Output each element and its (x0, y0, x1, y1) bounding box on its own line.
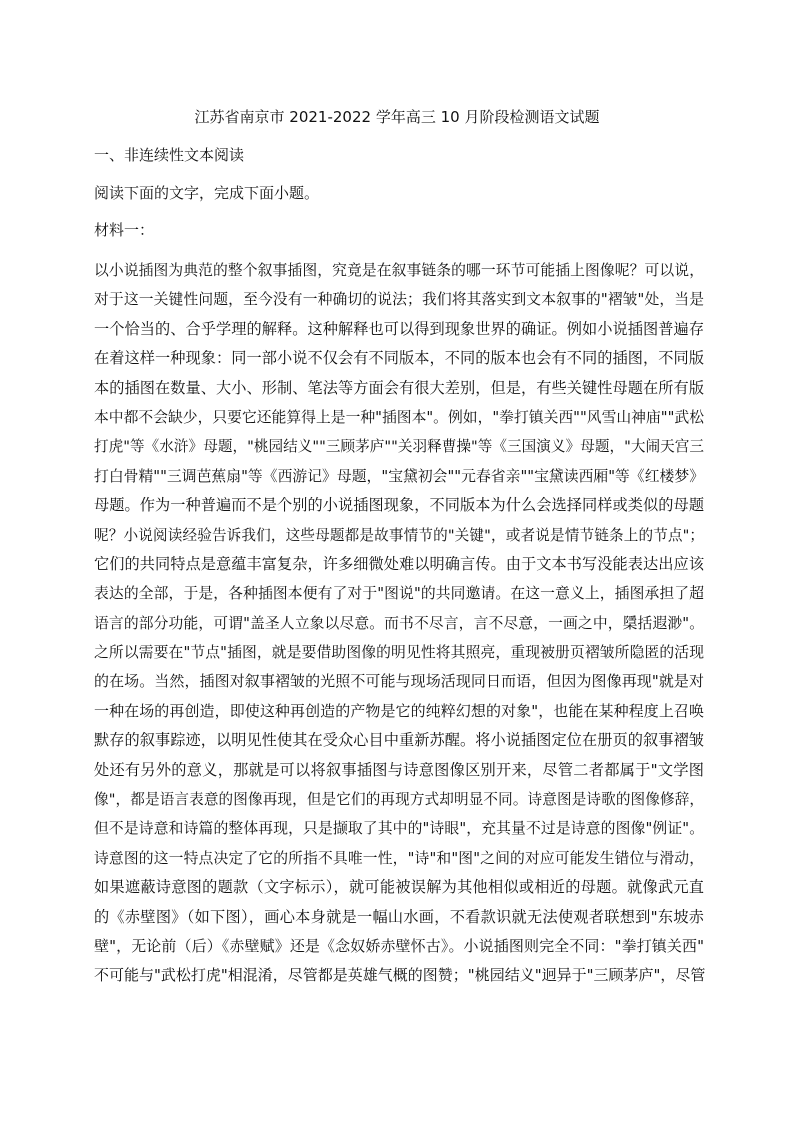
passage-line: 如果遮蔽诗意图的题款（文字标示），就可能被误解为其他相似或相近的母题。就像武元直 (94, 878, 704, 897)
passage-line: 不可能与"武松打虎"相混淆，尽管都是英雄气概的图赞；"桃园结义"迥异于"三顾茅庐"，尽管 (94, 966, 706, 985)
passage-body (94, 256, 704, 991)
passage-line: 但不是诗意和诗篇的整体再现，只是撷取了其中的"诗眼"，充其量不过是诗意的图像"例证"。 (94, 820, 704, 838)
passage-line: 本中都不会缺少，只要它还能算得上是一种"插图本"。例如，"拳打镇关西""风雪山神庙""武松 (94, 408, 704, 426)
reading-instruction: 阅读下面的文字，完成下面小题。 (94, 184, 320, 202)
passage-line: 像"，都是语言表意的图像再现，但是它们的再现方式却明显不同。诗意图是诗歌的图像修辞， (94, 791, 704, 809)
passage-line: 以小说插图为典范的整个叙事插图，究竟是在叙事链条的哪一环节可能插上图像呢？可以说， (94, 262, 704, 279)
passage-line: 诗意图的这一特点决定了它的所指不具唯一性，"诗"和"图"之间的对应可能发生错位与滑动， (94, 849, 704, 867)
passage-line: 呢？小说阅读经验告诉我们，这些母题都是故事情节的"关键"，或者说是情节链条上的节点"； (94, 526, 704, 544)
passage-line: 语言的部分功能，可谓"盖圣人立象以尽意。而书不尽言，言不尽意，一画之中，檃括遐渺"。 (94, 614, 704, 632)
passage-line: 它们的共同特点是意蕴丰富复杂，许多细微处难以明确言传。由于文本书写没能表达出应该 (94, 554, 704, 573)
material-label: 材料一： (94, 221, 155, 239)
passage-line: 本的插图在数量、大小、形制、笔法等方面会有很大差别，但是，有些关键性母题在所有版 (94, 378, 704, 397)
passage-line: 默存的叙事踪迹，以明见性使其在受众心目中重新苏醒。将小说插图定位在册页的叙事褶皱 (94, 731, 704, 750)
passage-line: 一个恰当的、合乎学理的解释。这种解释也可以得到现象世界的确证。例如小说插图普遍存 (94, 319, 704, 338)
section-heading: 一、非连续性文本阅读 (94, 146, 245, 164)
passage-line: 之所以需要在"节点"插图，就是要借助图像的明见性将其照亮，重现被册页褶皱所隐匿的活现 (94, 644, 704, 662)
passage-line: 壁"，无论前（后）《赤壁赋》还是《念奴娇赤壁怀古》。小说插图则完全不同："拳打镇关西" (94, 936, 704, 955)
passage-line: 打虎"等《水浒》母题，"桃园结义""三顾茅庐""关羽释曹操"等《三国演义》母题，"大闹天宫三 (94, 438, 704, 456)
passage-line: 对于这一关键性问题，至今没有一种确切的说法；我们将其落实到文本叙事的"褶皱"处，当是 (94, 291, 704, 309)
passage-line: 的《赤壁图》（如下图），画心本身就是一幅山水画，不看款识就无法使观者联想到"东坡赤 (94, 907, 704, 926)
passage-line: 打白骨精""三调芭蕉扇"等《西游记》母题，"宝黛初会""元春省亲""宝黛读西厢"等《红楼梦》 (94, 467, 704, 485)
passage-line: 一种在场的再创造，即使这种再创造的产物是它的纯粹幻想的对象"，也能在某种程度上召唤 (94, 701, 704, 720)
passage-line: 在着这样一种现象：同一部小说不仅会有不同版本，不同的版本也会有不同的插图，不同版 (94, 349, 704, 368)
passage-line: 母题。作为一种普遍而不是个别的小说插图现象，不同版本为什么会选择同样或类似的母题 (94, 496, 704, 515)
passage-line: 的在场。当然，插图对叙事褶皱的光照不可能与现场活现同日而语，但因为图像再现"就是对 (94, 672, 704, 691)
passage-line: 表达的全部，于是，各种插图本便有了对于"图说"的共同邀请。在这一意义上，插图承担了超 (94, 585, 704, 603)
document-title: 江苏省南京市 2021-2022 学年高三 10 月阶段检测语文试题 (194, 108, 600, 126)
passage-line: 处还有另外的意义，那就是可以将叙事插图与诗意图像区别开来，尽管二者都属于"文学图 (94, 760, 704, 779)
